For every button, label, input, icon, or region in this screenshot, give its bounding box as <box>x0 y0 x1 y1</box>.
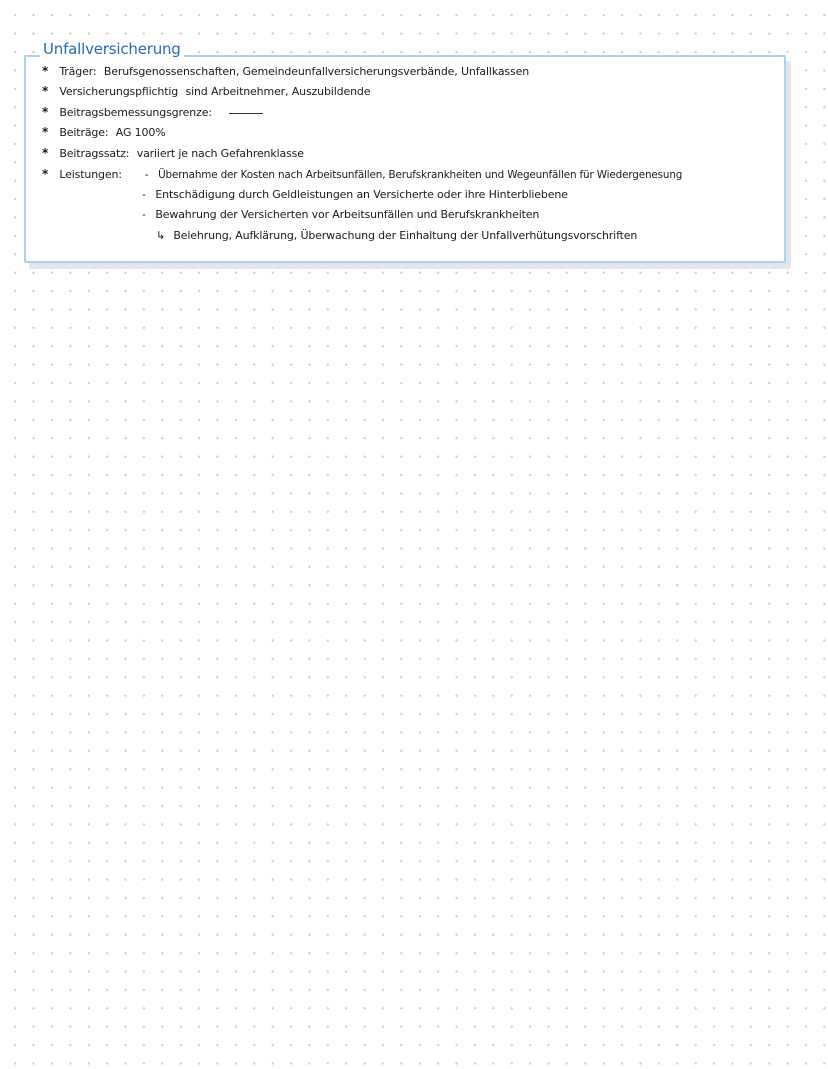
dash-marker: - <box>144 168 149 181</box>
item-text: Berufsgenossenschaften, Gemeindeunfallversicherungsverbände, Unfallkassen <box>103 65 530 78</box>
item-text: variiert je nach Gefahrenklasse <box>136 147 304 160</box>
asterisk-bullet: * <box>42 84 49 98</box>
list-item-beitragsbemessungsgrenze <box>42 104 263 121</box>
asterisk-bullet: * <box>42 64 49 78</box>
dash-marker: - <box>142 208 146 221</box>
list-item-traeger <box>42 63 529 80</box>
list-item-leistungen <box>42 166 682 183</box>
sub-note <box>156 228 637 244</box>
item-label: Träger: <box>59 65 97 78</box>
asterisk-bullet: * <box>42 105 49 119</box>
leistungen-item <box>142 187 568 203</box>
item-label: Beiträge: <box>59 126 109 139</box>
item-text: Entschädigung durch Geldleistungen an Versicherte oder ihre Hinterbliebene <box>155 188 568 201</box>
item-label: Versicherungspflichtig <box>59 85 179 98</box>
dash-marker: - <box>142 188 146 201</box>
asterisk-bullet: * <box>42 125 49 139</box>
item-text: Übernahme der Kosten nach Arbeitsunfällen, Berufskrankheiten und Wegeunfällen für Wiedergenesung <box>158 169 683 181</box>
asterisk-bullet: * <box>42 146 49 160</box>
return-arrow-icon: ↳ <box>156 229 166 242</box>
item-text: AG 100% <box>115 126 166 139</box>
item-text: Bewahrung der Versicherten vor Arbeitsunfällen und Berufskrankheiten <box>155 208 540 221</box>
list-item-beitraege <box>42 124 166 141</box>
item-label: Beitragssatz: <box>59 147 130 160</box>
list-item-beitragssatz <box>42 145 304 162</box>
list-item-versicherungspflichtig <box>42 83 370 100</box>
note-title: Unfallversicherung <box>40 38 184 60</box>
sub-note-text: Belehrung, Aufklärung, Überwachung der Einhaltung der Unfallverhütungsvorschriften <box>173 229 638 242</box>
blank-line <box>229 113 263 114</box>
item-label: Leistungen: <box>59 168 122 181</box>
item-text: sind Arbeitnehmer, Auszubildende <box>185 85 371 98</box>
asterisk-bullet: * <box>42 167 49 181</box>
leistungen-item <box>142 207 539 223</box>
item-label: Beitragsbemessungsgrenze: <box>59 106 212 119</box>
